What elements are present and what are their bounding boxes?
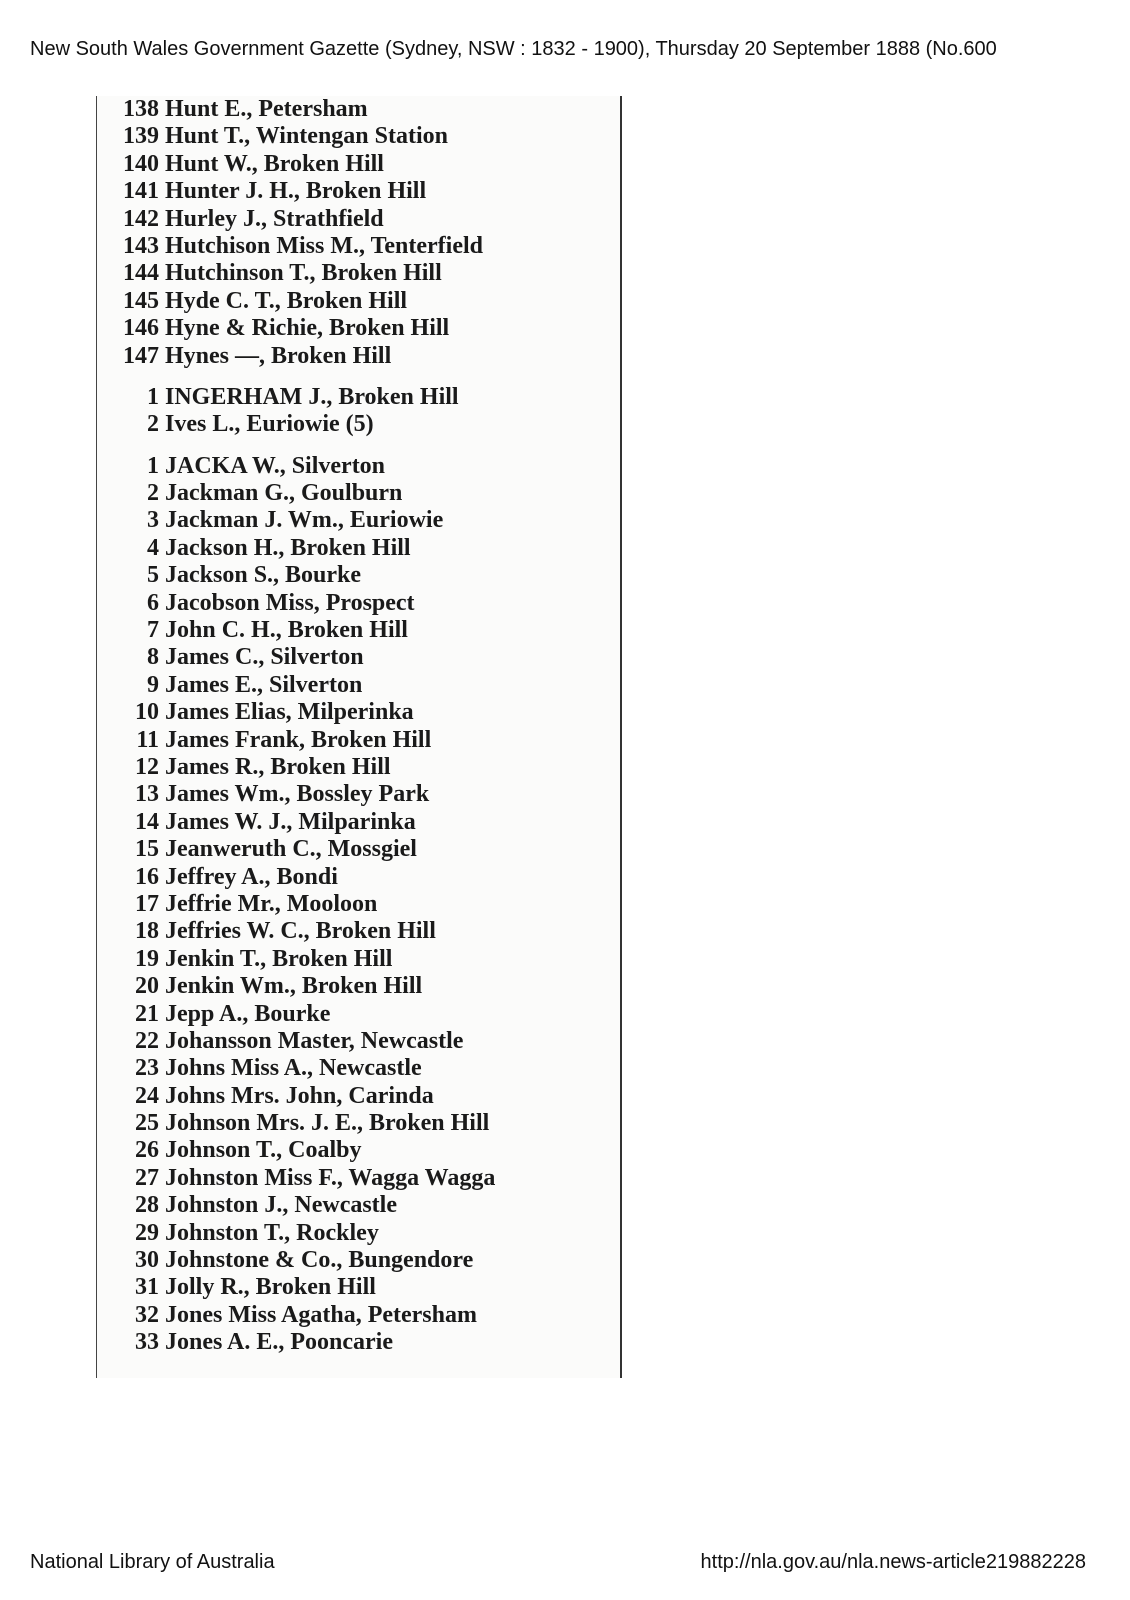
list-item [97,1302,620,1329]
list-item [97,727,620,754]
list-item [97,809,620,836]
entry-name: Hunt T., Wintengan Station [165,123,448,150]
group-separator [97,439,620,453]
entry-name: Johns Miss A., Newcastle [165,1055,422,1082]
list-item [97,754,620,781]
footer-library: National Library of Australia [30,1551,275,1573]
list-item [97,535,620,562]
entry-name: James Elias, Milperinka [165,699,414,726]
group-separator [97,370,620,384]
entry-number: 15 [135,836,159,863]
entry-name: Hutchinson T., Broken Hill [165,260,442,287]
entry-number: 14 [135,808,159,835]
entry-number: 27 [135,1164,159,1191]
list-item [97,699,620,726]
list-item [97,151,620,178]
entry-number: 5 [147,562,159,589]
list-item [97,672,620,699]
list-item [97,946,620,973]
entry-name: Jepp A., Bourke [165,1000,331,1027]
list-item [97,343,620,370]
entry-number: 7 [147,617,159,644]
list-item [97,590,620,617]
list-item [97,1274,620,1301]
entry-number: 145 [123,287,159,314]
entry-number: 19 [135,945,159,972]
list-item [97,178,620,205]
list-item [97,1028,620,1055]
entry-number: 138 [123,96,159,122]
entry-name: James E., Silverton [165,671,363,698]
list-item [97,836,620,863]
entry-name: Hunter J. H., Broken Hill [165,178,427,205]
entry-name: Johns Mrs. John, Carinda [165,1082,434,1109]
entry-name: INGERHAM J., Broken Hill [165,383,459,410]
entry-number: 140 [123,150,159,177]
entry-number: 144 [123,260,159,287]
entry-number: 147 [123,342,159,369]
entry-name: Jacobson Miss, Prospect [165,589,415,616]
entry-number: 17 [135,890,159,917]
list-item [97,123,620,150]
entry-number: 25 [135,1110,159,1137]
entry-number: 146 [123,315,159,342]
entry-name: Jackson H., Broken Hill [165,534,411,561]
entry-name: Johnstone & Co., Bungendore [165,1247,474,1274]
entry-number: 11 [136,726,159,753]
entry-number: 1 [147,383,159,410]
entry-name: Johnston J., Newcastle [165,1192,397,1219]
entry-number: 141 [123,178,159,205]
entry-number: 16 [135,863,159,890]
list-item [97,1329,620,1356]
list-item [97,864,620,891]
list-item [97,260,620,287]
entry-number: 9 [147,671,159,698]
entry-number: 24 [135,1082,159,1109]
entry-number: 6 [147,589,159,616]
entry-number: 33 [135,1329,159,1356]
entry-name: Jenkin T., Broken Hill [165,945,393,972]
entry-number: 2 [147,411,159,438]
list-item [97,1137,620,1164]
entry-number: 143 [123,232,159,259]
entry-name: Jenkin Wm., Broken Hill [165,973,423,1000]
entry-number: 13 [135,781,159,808]
entry-number: 30 [135,1247,159,1274]
entry-name: Jackman G., Goulburn [165,480,403,507]
list-item [97,617,620,644]
entry-name: Jeffries W. C., Broken Hill [165,918,436,945]
entry-number: 32 [135,1301,159,1328]
entry-name: Jones Miss Agatha, Petersham [165,1301,477,1328]
entry-name: Jeffrie Mr., Mooloon [165,890,378,917]
entry-number: 20 [135,973,159,1000]
entry-number: 29 [135,1219,159,1246]
entry-number: 142 [123,205,159,232]
entry-number: 26 [135,1137,159,1164]
entry-name: Hutchison Miss M., Tenterfield [165,232,484,259]
entry-number: 18 [135,918,159,945]
list-item [97,453,620,480]
list-item [97,781,620,808]
entry-name: Johnston T., Rockley [165,1219,379,1246]
entry-name: Jones A. E., Pooncarie [165,1329,393,1356]
entry-number: 22 [135,1027,159,1054]
gazette-clipping [96,96,622,1378]
list-item [97,1165,620,1192]
entry-name: Hunt E., Petersham [165,96,368,122]
list-item [97,206,620,233]
entry-number: 3 [147,507,159,534]
list-item [97,411,620,438]
list-item [97,1247,620,1274]
list-item [97,1220,620,1247]
entry-name: Johansson Master, Newcastle [165,1027,464,1054]
entry-number: 12 [135,753,159,780]
entry-name: Johnson Mrs. J. E., Broken Hill [165,1110,490,1137]
entry-name: Jeffrey A., Bondi [165,863,338,890]
entry-name: Ives L., Euriowie (5) [165,411,374,438]
list-item [97,1055,620,1082]
entry-name: Jackman J. Wm., Euriowie [165,507,444,534]
entry-name: Hynes —, Broken Hill [165,342,392,369]
entry-name: Hurley J., Strathfield [165,205,384,232]
entry-number: 23 [135,1055,159,1082]
page-title: New South Wales Government Gazette (Sydney, NSW : 1832 - 1900), Thursday 20 September 1888 (No.600 [30,38,997,60]
entry-name: Hunt W., Broken Hill [165,150,384,177]
list-item [97,1192,620,1219]
entry-number: 8 [147,644,159,671]
list-item [97,918,620,945]
list-item [97,384,620,411]
list-item [97,96,620,123]
entry-name: James W. J., Milparinka [165,808,416,835]
entry-name: JACKA W., Silverton [165,452,386,479]
entry-name: James C., Silverton [165,644,364,671]
list-item [97,288,620,315]
entry-name: Johnston Miss F., Wagga Wagga [165,1164,496,1191]
entry-number: 139 [123,123,159,150]
list-item [97,480,620,507]
entry-number: 28 [135,1192,159,1219]
entry-name: Hyde C. T., Broken Hill [165,287,408,314]
entry-name: James Frank, Broken Hill [165,726,432,753]
entry-number: 2 [147,480,159,507]
entry-list [97,96,620,1357]
list-item [97,891,620,918]
list-item [97,1083,620,1110]
entry-number: 31 [135,1274,159,1301]
entry-name: Jeanweruth C., Mossgiel [165,836,417,863]
list-item [97,1110,620,1137]
list-item [97,973,620,1000]
entry-number: 1 [147,452,159,479]
entry-number: 21 [135,1000,159,1027]
list-item [97,507,620,534]
list-item [97,233,620,260]
entry-name: Jackson S., Bourke [165,562,362,589]
entry-name: Johnson T., Coalby [165,1137,362,1164]
footer-url[interactable]: http://nla.gov.au/nla.news-article219882228 [700,1551,1086,1573]
entry-name: Jolly R., Broken Hill [165,1274,376,1301]
entry-number: 10 [135,699,159,726]
entry-name: Hyne & Richie, Broken Hill [165,315,450,342]
entry-number: 4 [147,534,159,561]
entry-name: James R., Broken Hill [165,753,391,780]
list-item [97,562,620,589]
list-item [97,644,620,671]
entry-name: John C. H., Broken Hill [165,617,408,644]
entry-name: James Wm., Bossley Park [165,781,430,808]
list-item [97,1001,620,1028]
list-item [97,315,620,342]
